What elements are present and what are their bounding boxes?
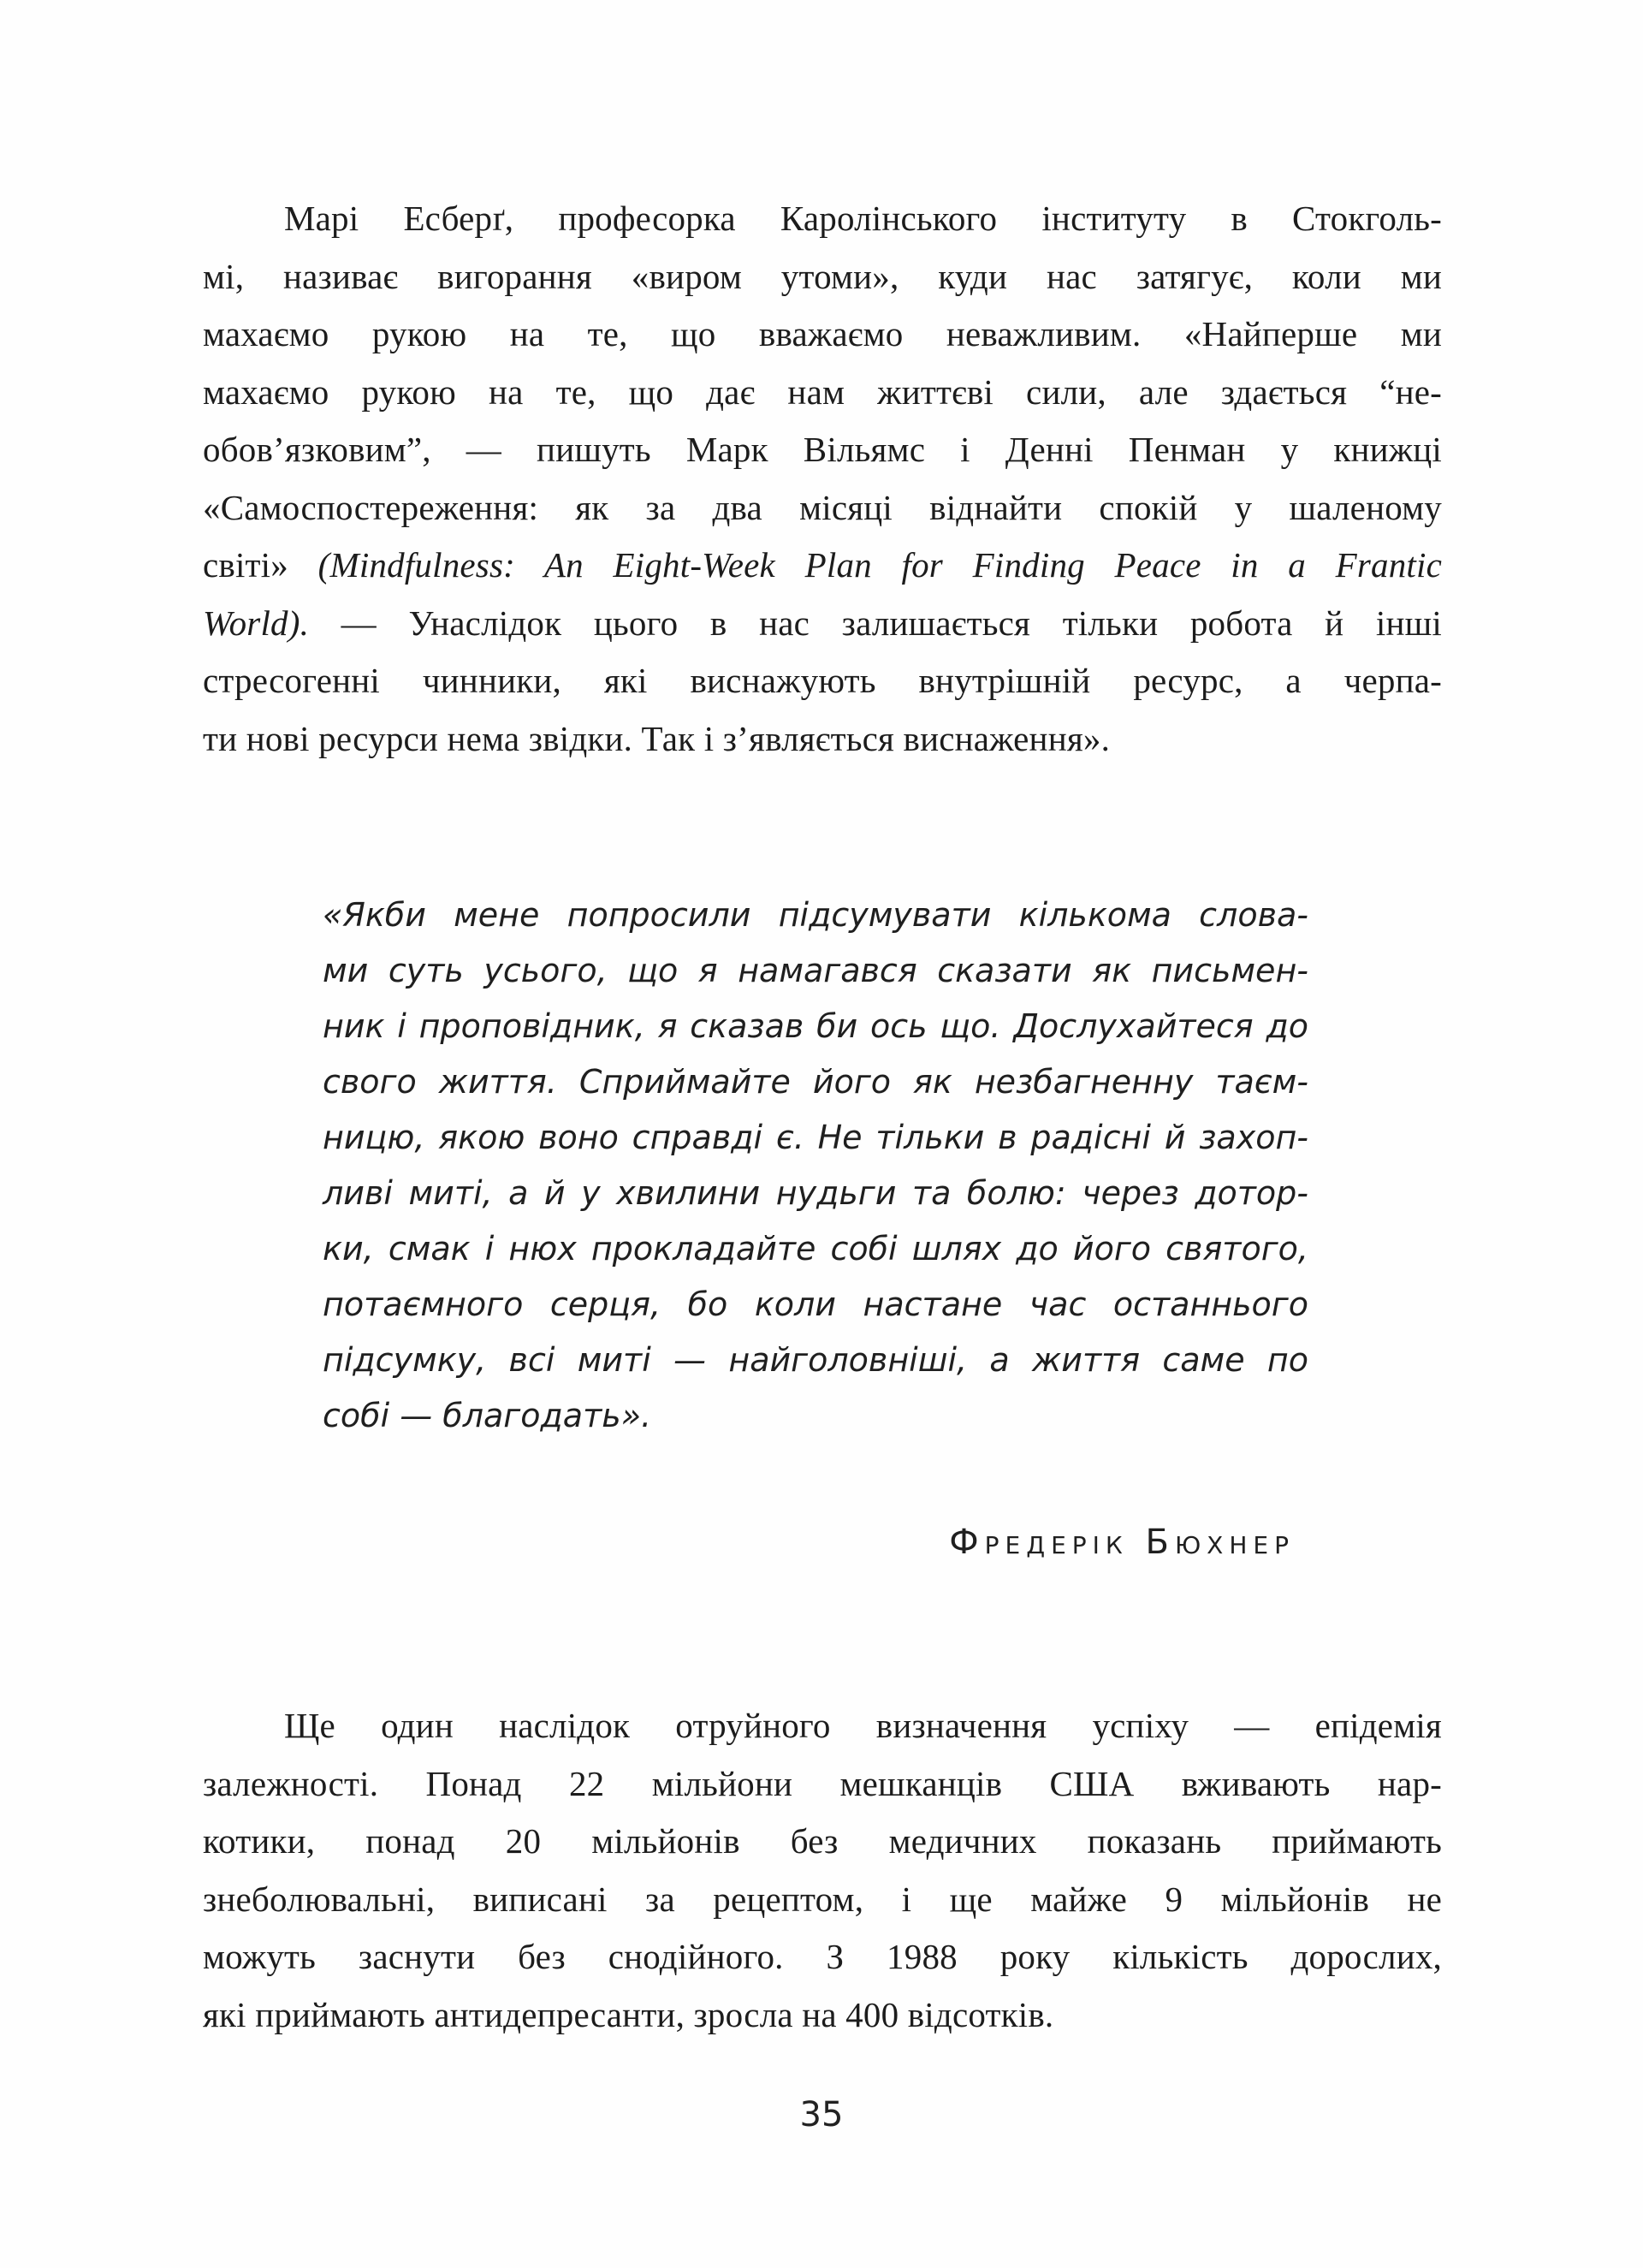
text-line: залежності. Понад 22 мільйони мешканців США вживають нар- <box>203 1763 1442 1803</box>
blockquote-buechner <box>323 888 1308 1444</box>
quote-line: ницю, якою воно справді є. Не тільки в радісні й захоп- <box>323 1119 1308 1156</box>
text-line-with-book-title <box>203 537 1442 595</box>
quote-line: потаємного серця, бо коли настане час останнього <box>323 1285 1308 1323</box>
text-line: махаємо рукою на те, що вважаємо неважливим. «Найперше ми <box>203 314 1442 353</box>
text-segment: — Унаслідок цього в нас залишається тільки робота й інші <box>309 603 1442 643</box>
quote-line: «Якби мене попросили підсумувати кількома слова- <box>323 896 1308 934</box>
text-line: стресогенні чинники, які виснажують внутрішній ресурс, а черпа- <box>203 661 1442 700</box>
text-line: Марі Есберґ, професорка Каролінського інституту в Стокголь- <box>284 199 1442 238</box>
text-line: можуть заснути без снодійного. З 1988 року кількість дорослих, <box>203 1937 1442 1976</box>
paragraph-burnout <box>203 190 1442 768</box>
book-title-english-segment: World). <box>203 603 310 643</box>
quote-line: свого життя. Сприймайте його як незбагненну таєм- <box>323 1063 1308 1101</box>
text-line: Ще один наслідок отруйного визначення успіху — епідемія <box>284 1706 1442 1745</box>
quote-line: підсумку, всі миті — найголовніші, а життя саме по <box>323 1341 1308 1379</box>
quote-line: собі — благодать». <box>323 1397 652 1434</box>
quote-line: ми суть усього, що я намагався сказати як письмен- <box>323 952 1308 989</box>
quote-attribution: Фредерік Бюхнер <box>949 1523 1295 1562</box>
text-line: обов’язковим”, — пишуть Марк Вільямс і Денні Пенман у книжці <box>203 430 1442 469</box>
quote-line: ник і проповідник, я сказав би ось що. Дослухайтеся до <box>323 1007 1308 1045</box>
text-line: котики, понад 20 мільйонів без медичних показань приймають <box>203 1821 1442 1861</box>
paragraph-addiction <box>203 1697 1442 2044</box>
book-title-english-segment: (Mindfulness: An Eight-Week Plan for Finding Peace in a Frantic <box>317 545 1442 585</box>
text-line: ти нові ресурси нема звідки. Так і з’являється виснаження». <box>203 718 1111 758</box>
text-line: які приймають антидепресанти, зросла на 400 відсотків. <box>203 1994 1054 2034</box>
text-segment: світі» <box>203 545 318 585</box>
text-line: мі, називає вигорання «виром утоми», куди нас затягує, коли ми <box>203 256 1442 296</box>
text-line: «Самоспостереження: як за два місяці віднайти спокій у шаленому <box>203 487 1442 527</box>
text-line: махаємо рукою на те, що дає нам життєві сили, але здається “не- <box>203 371 1442 412</box>
quote-line: ливі миті, а й у хвилини нудьги та болю: через дотор- <box>323 1174 1308 1212</box>
text-line-with-book-title <box>203 595 1442 653</box>
text-line: знеболювальні, виписані за рецептом, і ще майже 9 мільйонів не <box>203 1879 1442 1919</box>
page-content <box>203 190 1442 2044</box>
quote-line: ки, смак і нюх прокладайте собі шлях до його святого, <box>323 1230 1308 1268</box>
page-number: 35 <box>799 2095 844 2134</box>
